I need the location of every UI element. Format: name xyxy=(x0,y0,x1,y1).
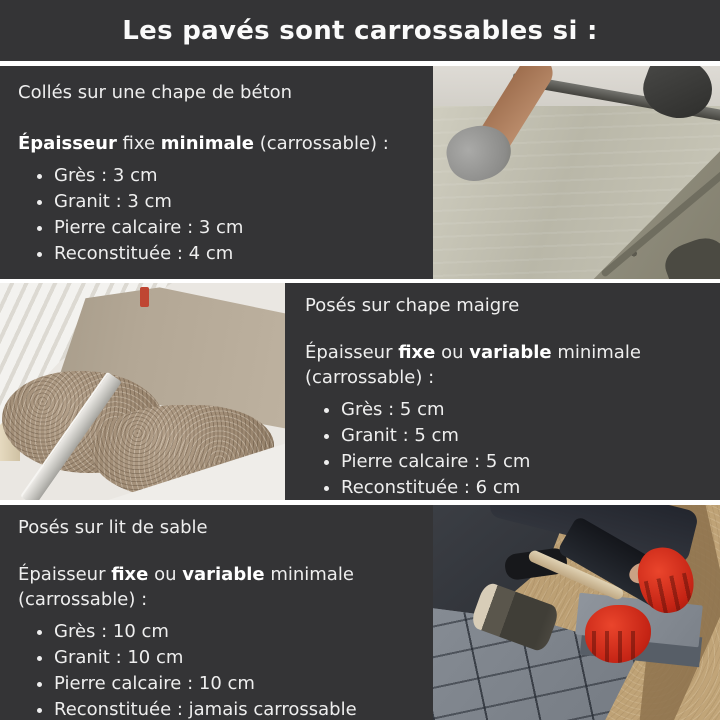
thickness-spec-line xyxy=(18,562,415,612)
list-item: • Pierre calcaire : 10 cm xyxy=(54,671,415,697)
section-heading: Collés sur une chape de béton xyxy=(18,82,293,103)
section-colles-chape-beton xyxy=(0,66,433,279)
list-item: • Reconstituée : jamais carrossable xyxy=(54,697,415,720)
spec-text: minimale (carrossable) : xyxy=(18,564,354,610)
list-item: • Grès : 10 cm xyxy=(54,619,415,645)
photo-screeding-wet-concrete xyxy=(433,66,720,279)
spec-text: (carrossable) : xyxy=(254,133,389,154)
page-title: Les pavés sont carrossables si : xyxy=(122,15,598,46)
red-marker-shape xyxy=(140,287,149,307)
list-item: • Grès : 3 cm xyxy=(54,163,415,189)
spec-text: Épaisseur xyxy=(18,564,112,585)
list-item: • Reconstituée : 4 cm xyxy=(54,241,415,267)
list-item: • Granit : 3 cm xyxy=(54,189,415,215)
stone-thickness-list xyxy=(18,163,415,267)
thickness-spec-line xyxy=(18,131,415,156)
section-heading: Posés sur chape maigre xyxy=(305,295,520,316)
thickness-spec-line xyxy=(305,340,700,390)
list-item: • Granit : 10 cm xyxy=(54,645,415,671)
spec-text: Épaisseur xyxy=(305,342,399,363)
spec-text: ou xyxy=(148,564,183,585)
red-glove-shape xyxy=(585,605,651,663)
photo-lean-mortar-screed xyxy=(0,283,285,500)
header-bar xyxy=(0,0,720,61)
spec-text-bold: variable xyxy=(469,342,552,363)
section-heading: Posés sur lit de sable xyxy=(18,517,208,538)
spec-text-bold: fixe xyxy=(398,342,436,363)
spec-text-bold: variable xyxy=(182,564,265,585)
list-item: • Pierre calcaire : 5 cm xyxy=(341,449,700,475)
stone-thickness-list xyxy=(305,397,700,501)
section-poses-lit-de-sable xyxy=(0,505,433,720)
list-item: • Grès : 5 cm xyxy=(341,397,700,423)
list-item: • Reconstituée : 6 cm xyxy=(341,475,700,501)
spec-text: ou xyxy=(435,342,470,363)
photo-laying-pavers xyxy=(433,505,720,720)
section-poses-chape-maigre xyxy=(285,283,720,500)
list-item: • Pierre calcaire : 3 cm xyxy=(54,215,415,241)
list-item: • Granit : 5 cm xyxy=(341,423,700,449)
spec-text-bold: fixe xyxy=(111,564,149,585)
spec-text-bold: Épaisseur xyxy=(18,133,117,154)
spec-text: fixe xyxy=(116,133,161,154)
spec-text: minimale (carrossable) : xyxy=(305,342,641,388)
spec-text-bold: minimale xyxy=(160,133,254,154)
stone-thickness-list xyxy=(18,619,415,720)
